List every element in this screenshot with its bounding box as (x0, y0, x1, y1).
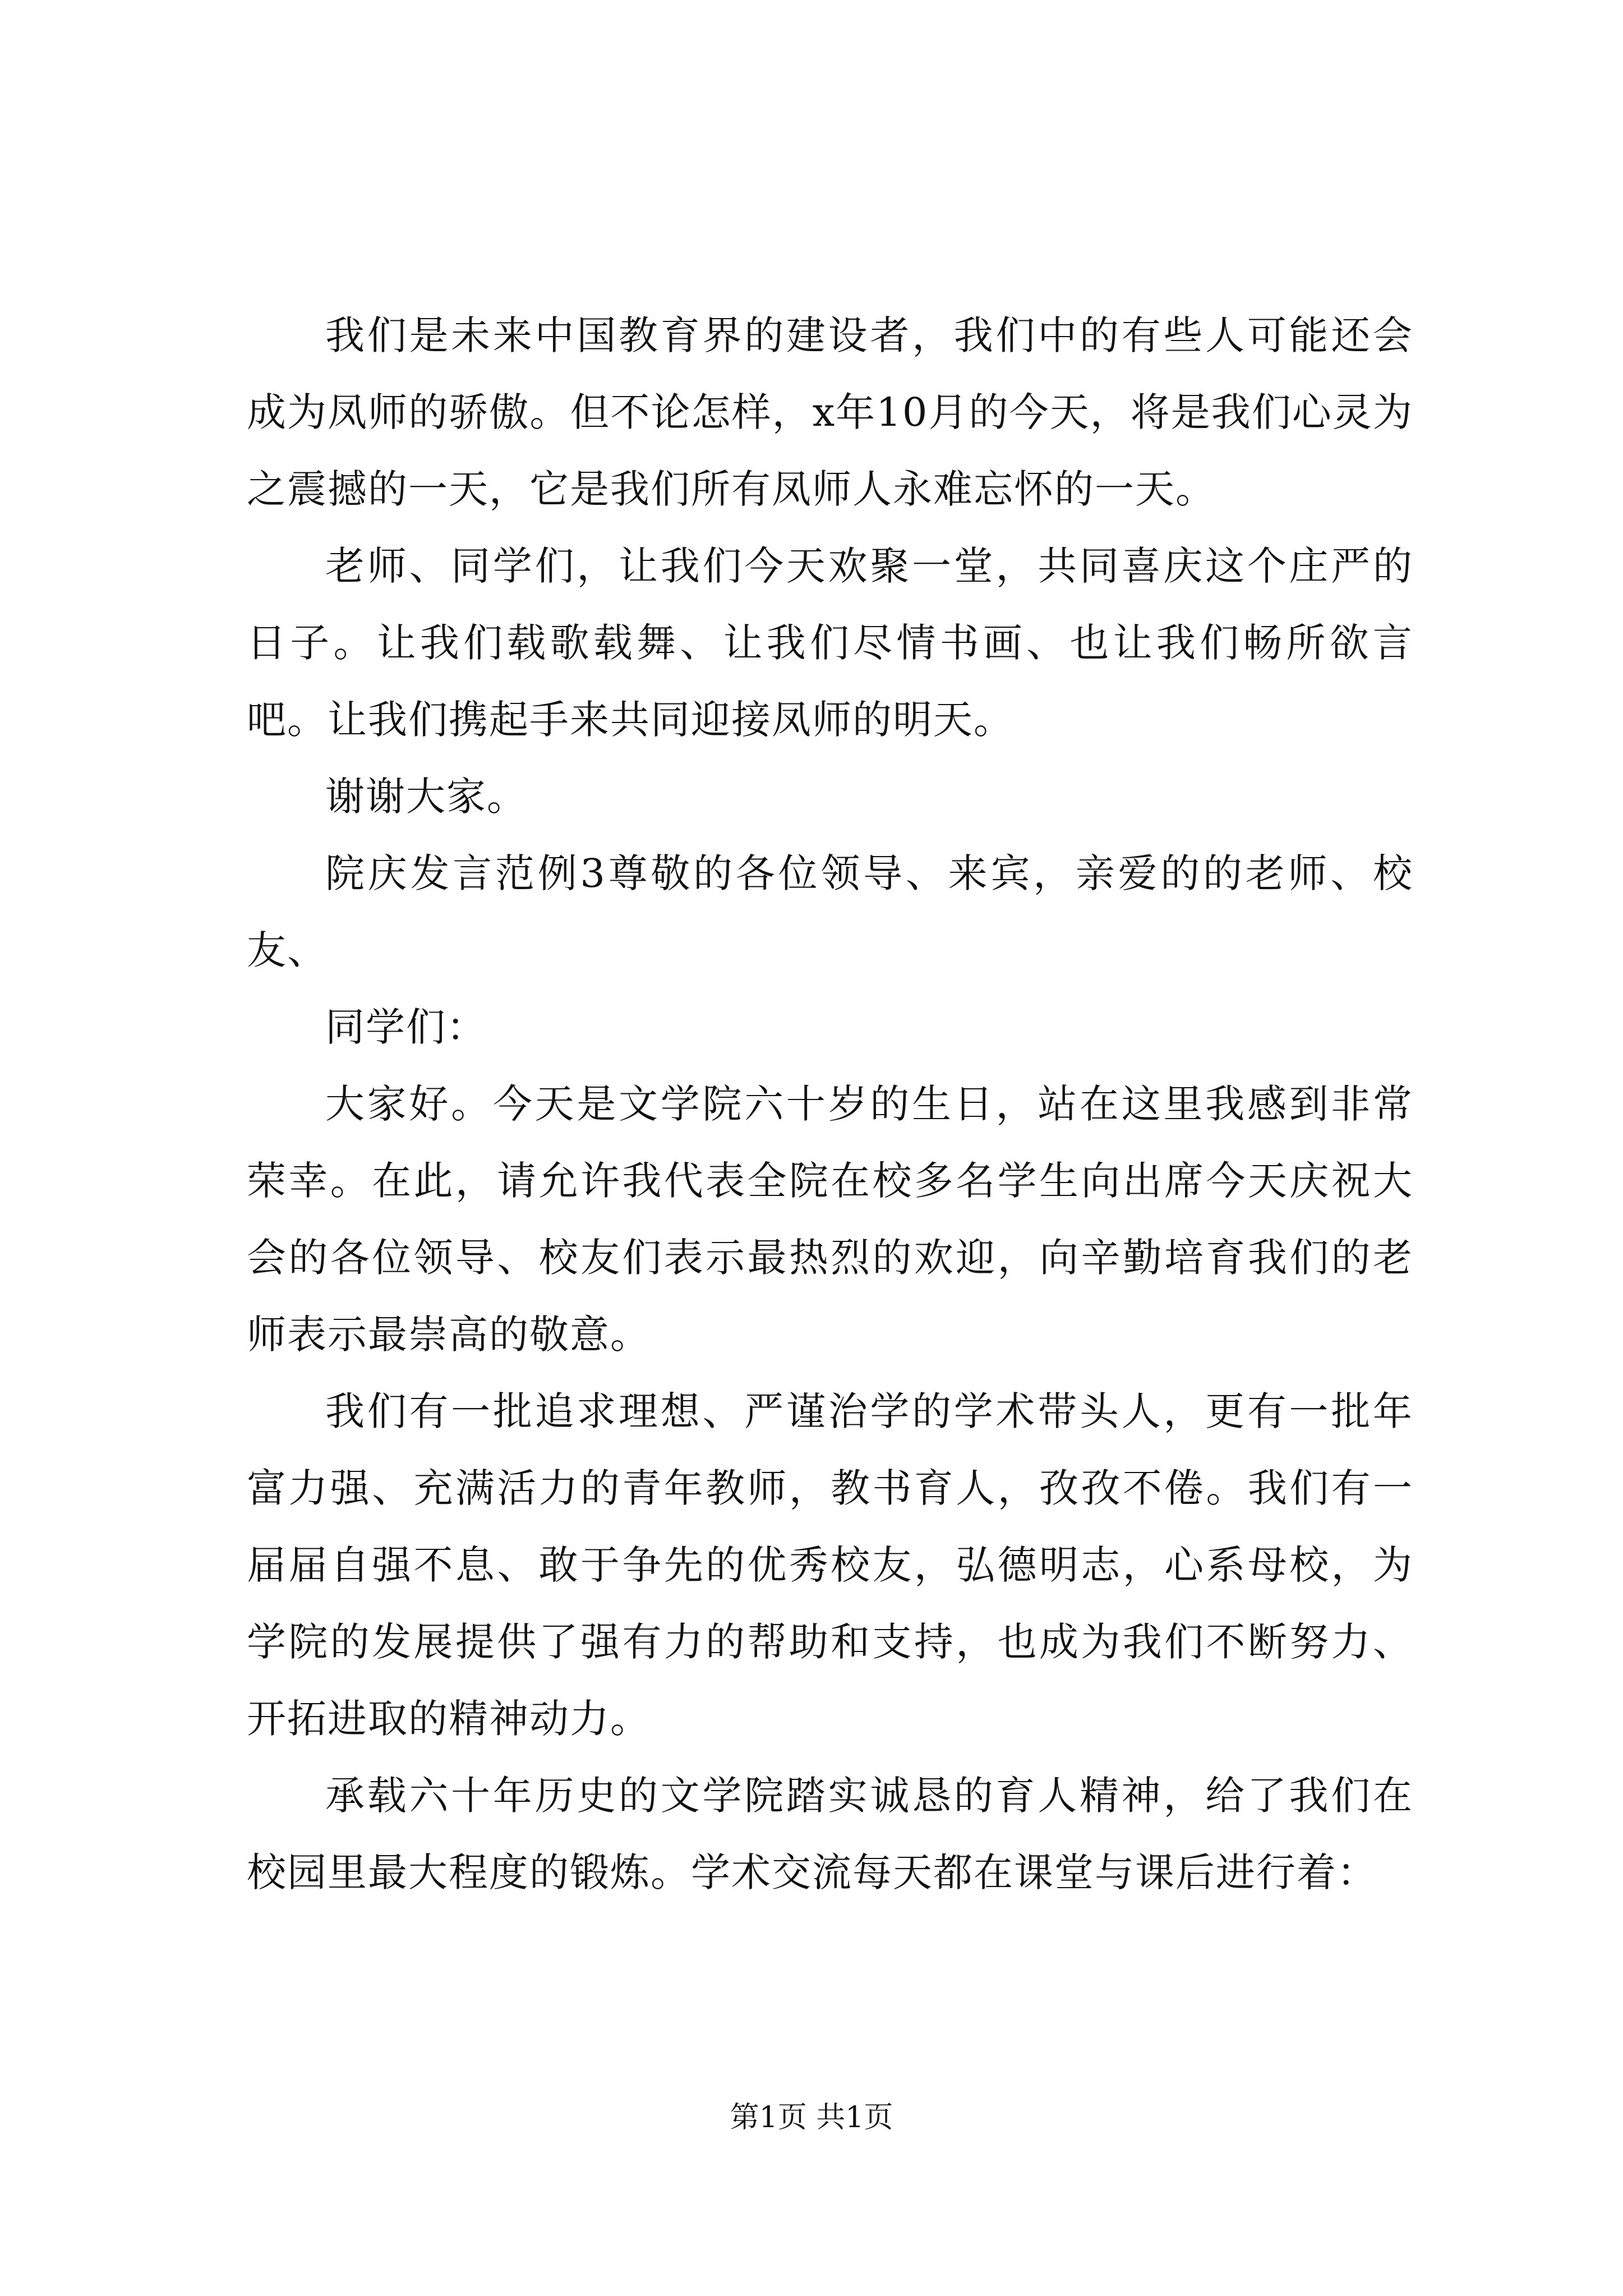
paragraph: 承载六十年历史的文学院踏实诚恳的育人精神，给了我们在校园里最大程度的锻炼。学术交流每天都在课堂与课后进行着： (247, 1773, 1413, 1895)
page-footer (0, 2098, 1623, 2137)
paragraph: 大家好。今天是文学院六十岁的生日，站在这里我感到非常荣幸。在此，请允许我代表全院在校多名学生向出席今天庆祝大会的各位领导、校友们表示最热烈的欢迎，向辛勤培育我们的老师表示最崇高的敬意。 (247, 1081, 1413, 1358)
paragraph: 老师、同学们，让我们今天欢聚一堂，共同喜庆这个庄严的日子。让我们载歌载舞、让我们尽情书画、也让我们畅所欲言吧。让我们携起手来共同迎接凤师的明天。 (247, 543, 1413, 743)
paragraph: 谢谢大家。 (325, 774, 527, 820)
paragraph: 同学们： (325, 1004, 487, 1050)
paragraph: 院庆发言范例3尊敬的各位领导、来宾，亲爱的的老师、校友、 (247, 850, 1413, 973)
document-body (247, 297, 1413, 1911)
paragraph: 我们有一批追求理想、严谨治学的学术带头人，更有一批年富力强、充满活力的青年教师，教书育人，孜孜不倦。我们有一届届自强不息、敢于争先的优秀校友，弘德明志，心系母校，为学院的发展提供了强有力的帮助和支持，也成为我们不断努力、开拓进取的精神动力。 (247, 1388, 1413, 1742)
page-number-label: 第1页 共1页 (730, 2101, 893, 2134)
paragraph: 我们是未来中国教育界的建设者，我们中的有些人可能还会成为凤师的骄傲。但不论怎样，x年10月的今天，将是我们心灵为之震撼的一天，它是我们所有凤师人永难忘怀的一天。 (247, 312, 1413, 512)
